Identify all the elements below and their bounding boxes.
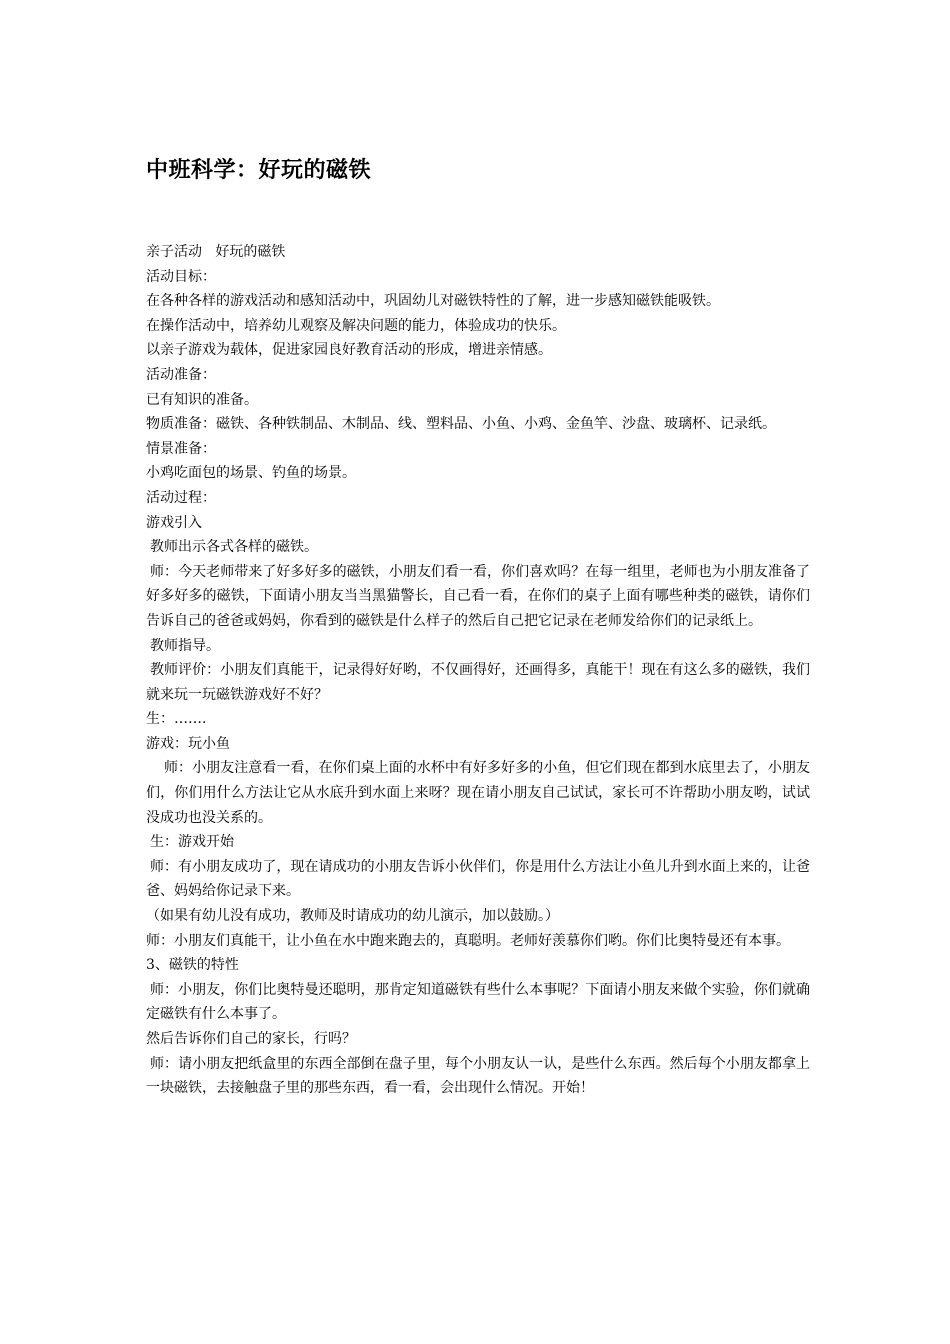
teacher-dialogue: 师：小朋友们真能干，让小鱼在水中跑来跑去的，真聪明。老师好羡慕你们哟。你们比奥特曼还有本事。 <box>146 932 790 949</box>
student-dialogue: 生：……. <box>146 711 207 728</box>
section-heading-process: 活动过程： <box>146 489 216 506</box>
goal-paragraph: 在各种各样的游戏活动和感知活动中，巩固幼儿对磁铁特性的了解，进一步感知磁铁能吸铁。 <box>146 293 720 310</box>
student-dialogue: 生：游戏开始 <box>150 834 234 851</box>
document-page <box>146 152 810 1101</box>
process-step-heading: 游戏引入 <box>146 514 202 531</box>
process-paragraph: 然后告诉你们自己的家长，行吗？ <box>146 1031 356 1047</box>
activity-name: 亲子活动 好玩的磁铁 <box>146 244 286 260</box>
scene-paragraph: 小鸡吃面包的场景、钓鱼的场景。 <box>146 465 356 482</box>
document-title: 中班科学：好玩的磁铁 <box>146 158 372 183</box>
preparation-paragraph: 已有知识的准备。 <box>146 391 258 408</box>
document-body <box>146 240 810 1101</box>
preparation-paragraph: 物质准备：磁铁、各种铁制品、木制品、线、塑料品、小鱼、小鸡、金鱼竿、沙盘、玻璃杯、记录纸。 <box>146 416 776 433</box>
process-note: （如果有幼儿没有成功，教师及时请成功的幼儿演示，加以鼓励。） <box>146 908 559 925</box>
teacher-dialogue: 师：今天老师带来了好多好多的磁铁，小朋友们看一看，你们喜欢吗？在每一组里，老师也为小朋友准备了好多好多的磁铁，下面请小朋友当当黑猫警长，自己看一看，在你们的桌子上面有哪些种类的磁铁，请你们告诉自己的爸爸或妈妈，你看到的磁铁是什么样子的然后自己把它记录在老师发给你们的记录纸上。 <box>146 563 810 629</box>
section-heading-preparation: 活动准备： <box>146 366 216 383</box>
section-heading-goals: 活动目标： <box>146 268 216 285</box>
process-step-heading: 游戏：玩小鱼 <box>146 735 230 752</box>
teacher-dialogue: 教师评价：小朋友们真能干，记录得好好哟，不仅画得好，还画得多，真能干！现在有这么多的磁铁，我们就来玩一玩磁铁游戏好不好？ <box>146 662 810 703</box>
teacher-dialogue: 师：小朋友注意看一看，在你们桌上面的水杯中有好多好多的小鱼，但它们现在都到水底里去了，小朋友们，你们用什么方法让它从水底升到水面上来呀？现在请小朋友自己试试，家长可不许帮助小朋友哟，试试没成功也没关系的。 <box>146 760 810 826</box>
goal-paragraph: 以亲子游戏为载体，促进家园良好教育活动的形成，增进亲情感。 <box>146 342 552 359</box>
teacher-dialogue: 师：请小朋友把纸盒里的东西全部倒在盘子里，每个小朋友认一认，是些什么东西。然后每个小朋友都拿上一块磁铁，去接触盘子里的那些东西，看一看，会出现什么情况。开始！ <box>146 1055 810 1097</box>
teacher-dialogue: 师：小朋友，你们比奥特曼还聪明，那肯定知道磁铁有些什么本事呢？下面请小朋友来做个实验，你们就确定磁铁有什么本事了。 <box>146 981 810 1023</box>
goal-paragraph: 在操作活动中，培养幼儿观察及解决问题的能力，体验成功的快乐。 <box>146 317 566 334</box>
process-paragraph: 教师出示各式各样的磁铁。 <box>150 539 318 556</box>
process-paragraph: 教师指导。 <box>150 637 220 654</box>
process-step-heading: 3、磁铁的特性 <box>146 957 239 974</box>
teacher-dialogue: 师：有小朋友成功了，现在请成功的小朋友告诉小伙伴们，你是用什么方法让小鱼儿升到水面上来的，让爸爸、妈妈给你记录下来。 <box>146 858 810 900</box>
section-heading-scene: 情景准备： <box>146 440 216 457</box>
